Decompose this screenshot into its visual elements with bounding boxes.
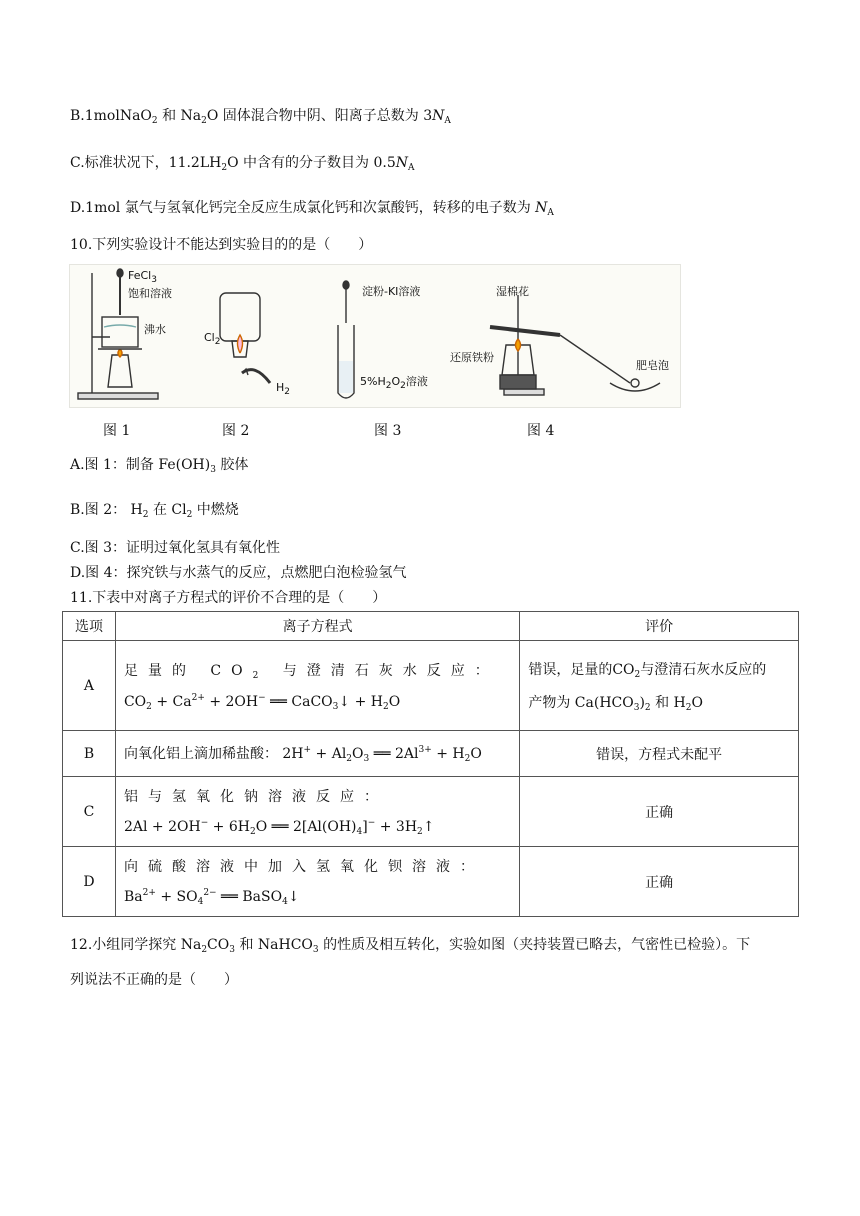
label-cl2: $Cl_2$ [204, 331, 221, 347]
ion-equation-table [62, 611, 799, 917]
row-a-eval-2: 与澄清石灰水反应的 [640, 661, 767, 678]
q9-option-c: C.标准状况下，$11.2LH_2O$ 中含有的分子数目为 $0.5N_A$ [70, 155, 415, 173]
q9-option-b-text: B.1molNaO [70, 108, 152, 124]
caption-fig1: 图 1 [103, 423, 131, 439]
row-a-eval-1: 错误，足量的 [528, 661, 613, 678]
fig4-reaction-tube [490, 327, 560, 335]
q9-option-b: B.1molNaO$_2$ 和 $Na_2O$ 固体混合物中阴、阳离子总数为 $3N_A$ [70, 108, 451, 126]
label-starch-ki: 淀粉-KI溶液 [362, 285, 421, 298]
row-c-desc: 铝与氢氧化钠溶液反应： [123, 789, 388, 805]
label-wet-cotton: 湿棉花 [496, 285, 529, 298]
fig1-stand-base [78, 393, 158, 399]
fig2-flame [238, 335, 243, 353]
label-boiling-water: 沸水 [144, 323, 166, 336]
row-d-equation: 向硫酸溶液中加入氢氧化钡溶液： $Ba^{2+} + SO_4^{2-}$ ══ BaSO$_4$↓ [115, 847, 519, 917]
fig1-dropper-bulb [117, 269, 123, 277]
q10-option-a: A.图 1：制备 $Fe(OH)_3$ 胶体 [70, 457, 249, 475]
q10-option-d: D.图 4：探究铁与水蒸气的反应，点燃肥白泡检验氢气 [70, 565, 407, 581]
fig1-beaker [102, 317, 138, 347]
table-row-b [63, 731, 799, 777]
fig1-water-surface [104, 325, 136, 327]
row-d-option: D [63, 847, 116, 917]
row-a-option: A [63, 641, 116, 731]
q11-stem: 11.下表中对离子方程式的评价不合理的是（ ） [70, 590, 387, 606]
row-a-eval-3: 产物为 [528, 694, 571, 711]
row-b-option: B [63, 731, 116, 777]
label-iron-powder: 还原铁粉 [450, 351, 494, 364]
table-row-a [63, 641, 799, 731]
row-b-evaluation: 错误，方程式未配平 [520, 731, 799, 777]
row-d-desc: 向硫酸溶液中加入氢氧化钡溶液： [123, 859, 484, 875]
label-h2: $H_2$ [276, 381, 291, 397]
q9-option-d: D.1mol 氯气与氢氧化钙完全反应生成氯化钙和次氯酸钙，转移的电子数为 $N_A$ [70, 200, 554, 218]
q10-stem: 10.下列实验设计不能达到实验目的的是（ ） [70, 237, 373, 253]
fig1-burner [108, 355, 132, 387]
row-a-desc-post: 与澄清石灰水反应： [282, 662, 499, 679]
q9-option-c-text: C.标准状况下，11.2LH [70, 155, 222, 171]
header-equation: 离子方程式 [115, 612, 519, 641]
label-fecl3-text: FeCl [128, 269, 152, 282]
label-cl2-text: Cl [204, 331, 215, 344]
row-a-equation: 足量的 $CO_2$ 与澄清石灰水反应： $CO_2 + Ca^{2+} + 2OH^-$ ══ CaCO$_3$↓ + $H_2O$ [115, 641, 519, 731]
fig3-solution [339, 361, 353, 393]
label-h2o2-text: 5%H [360, 375, 386, 388]
q10-option-b-text: B.图 2： [70, 502, 127, 518]
q12-line1-b: 和 [239, 937, 254, 953]
label-fecl3: FeCl$_3$ [128, 269, 157, 285]
fig4-bubble [631, 379, 639, 387]
q12-line2: 列说法不正确的是（ ） [70, 972, 238, 988]
q10-option-a-tail: 胶体 [220, 457, 249, 473]
experiment-figures [69, 264, 681, 408]
row-b-equation: 向氧化铝上滴加稀盐酸： $2H^+ + Al_2O_3$ ══ $2Al^{3+} + H_2O$ [115, 731, 519, 777]
q10-option-a-text: A.图 1：制备 [70, 457, 154, 473]
row-b-desc: 向氧化铝上滴加稀盐酸： [123, 746, 278, 762]
fig4-lamp [500, 375, 536, 389]
label-h2o2-tail: 溶液 [405, 375, 428, 388]
q12-line1-c: 的性质及相互转化，实验如图（夹持装置已略去，气密性已检验）。下 [323, 937, 751, 953]
table-row-c [63, 777, 799, 847]
fig4-flame [516, 339, 521, 351]
row-c-equation: 铝与氢氧化钠溶液反应： $2Al + 2OH^- + 6H_2O$ ══ $2[Al(OH)_4]^-$ + $3H_2↑$ [115, 777, 519, 847]
q10-option-b-mid: 在 [152, 502, 167, 518]
q12-line1-a: 12.小组同学探究 [70, 937, 177, 953]
caption-fig2: 图 2 [222, 423, 250, 439]
fig1-flame [118, 349, 122, 357]
q10-option-b-tail: 中燃烧 [196, 502, 239, 518]
fig4-stand-base [504, 389, 544, 395]
fig3-dropper-bulb [343, 281, 349, 289]
table-row-d [63, 847, 799, 917]
q12-line1: 12.小组同学探究 $Na_2CO_3$ 和 NaHCO$_3$ 的性质及相互转化，实验如图（夹持装置已略去，气密性已检验）。下 [70, 937, 751, 955]
caption-fig4: 图 4 [527, 423, 555, 439]
row-d-evaluation: 正确 [520, 847, 799, 917]
header-evaluation: 评价 [520, 612, 799, 641]
row-c-option: C [63, 777, 116, 847]
row-a-desc-pre: 足量的 [123, 662, 196, 679]
label-h2o2-solution: $5\%H_2O_2$溶液 [360, 375, 428, 391]
caption-fig3: 图 3 [374, 423, 402, 439]
row-a-evaluation: 错误，足量的$CO_2$与澄清石灰水反应的 产物为 $Ca(HCO_3)_2$ 和 $H_2O$ [520, 641, 799, 731]
header-option: 选项 [63, 612, 116, 641]
label-h2-text: H [276, 381, 285, 394]
q10-option-c: C.图 3：证明过氧化氢具有氧化性 [70, 540, 281, 556]
label-saturated-solution: 饱和溶液 [128, 287, 172, 300]
q9-option-d-text: D.1mol 氯气与氢氧化钙完全反应生成氯化钙和次氯酸钙，转移的电子数为 [70, 200, 531, 216]
table-header-row [63, 612, 799, 641]
q10-option-b: B.图 2： $H_2$ 在 $Cl_2$ 中燃烧 [70, 502, 239, 520]
label-soap-bubble: 肥皂泡 [636, 359, 669, 372]
row-a-eval-4: 和 [655, 694, 670, 711]
row-c-evaluation: 正确 [520, 777, 799, 847]
fig4-delivery-tube [560, 335, 630, 383]
